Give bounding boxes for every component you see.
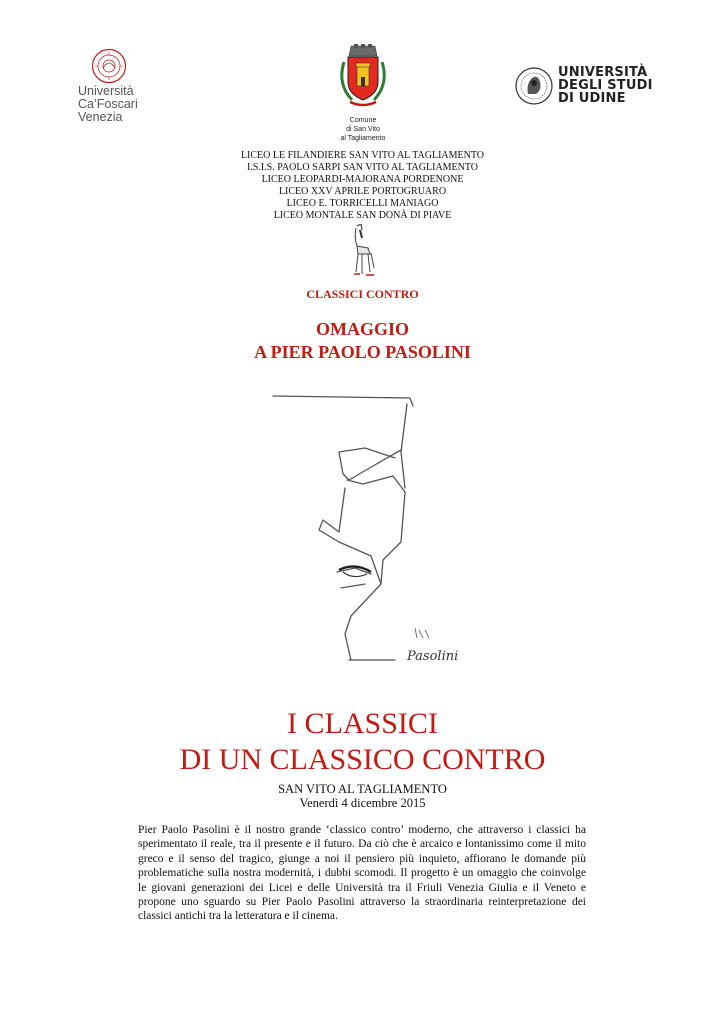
- cafoscari-line-1: Università: [78, 84, 134, 98]
- cafoscari-line-2: Ca’Foscari: [78, 97, 138, 111]
- comune-logo: [322, 44, 404, 140]
- comune-line-2: di San Vito: [346, 126, 380, 133]
- horse-figure-icon: [348, 224, 380, 280]
- comune-caption: [322, 116, 404, 143]
- cafoscari-line-3: Venezia: [78, 110, 123, 124]
- tribute-heading: [0, 318, 725, 364]
- coat-of-arms-icon: [334, 44, 392, 110]
- school-item: I.S.I.S. PAOLO SARPI SAN VITO AL TAGLIAMENTO: [246, 162, 479, 173]
- school-item: LICEO E. TORRICELLI MANIAGO: [286, 198, 439, 209]
- school-item: LICEO LE FILANDIERE SAN VITO AL TAGLIAMENTO: [240, 150, 485, 161]
- udine-seal-icon: [514, 64, 558, 108]
- tribute-line-2: A PIER PAOLO PASOLINI: [254, 342, 471, 362]
- cafoscari-seal-icon: [91, 48, 127, 84]
- udine-name: [558, 66, 653, 105]
- school-item: LICEO MONTALE SAN DONÀ DI PIAVE: [273, 210, 452, 221]
- event-date: Venerdì 4 dicembre 2015: [299, 796, 426, 810]
- description-paragraph: Pier Paolo Pasolini è il nostro grande ‘classico contro’ moderno, che attraverso i classici ha sperimentato il reale, tra il presente e il futuro. Da ciò che è arcaico e lontanissimo come il mito greco e il senso del tragico, giunge a noi il pensiero più inquieto, affiorano le domande più problematiche sulla nostra modernità, i dubbi scomodi. Il progetto è un omaggio che coinvolge le giovani generazioni dei Licei e delle Università tra il Friuli Venezia Giulia e il Veneto e propone uno sguardo su Pier Paolo Pasolini attraverso la straordinaria reinterpretazione dei classici antichi tra la letteratura e il cinema.: [138, 824, 586, 923]
- pasolini-portrait-sketch: [255, 392, 475, 684]
- main-title: [0, 706, 725, 778]
- cafoscari-name: [78, 85, 138, 124]
- comune-line-3: al Tagliamento: [340, 135, 386, 142]
- school-item: LICEO XXV APRILE PORTOGRUARO: [278, 186, 447, 197]
- main-title-line-2: DI UN CLASSICO CONTRO: [179, 743, 546, 776]
- event-location-date: [0, 782, 725, 810]
- event-place: SAN VITO AL TAGLIAMENTO: [278, 782, 447, 796]
- cafoscari-logo: [78, 48, 188, 128]
- udine-line-3: DI UDINE: [558, 91, 626, 106]
- comune-line-1: Comune: [349, 117, 377, 124]
- udine-line-2: DEGLI STUDI: [558, 78, 653, 93]
- udine-line-1: UNIVERSITÀ: [558, 65, 648, 80]
- portrait-signature: Pasolini: [407, 649, 459, 664]
- main-title-line-1: I CLASSICI: [287, 707, 438, 740]
- school-item: LICEO LEOPARDI-MAJORANA PORDENONE: [261, 174, 464, 185]
- tribute-line-1: OMAGGIO: [316, 319, 409, 339]
- series-title: CLASSICI CONTRO: [306, 287, 419, 301]
- udine-logo: [514, 64, 654, 112]
- schools-list: [0, 150, 725, 222]
